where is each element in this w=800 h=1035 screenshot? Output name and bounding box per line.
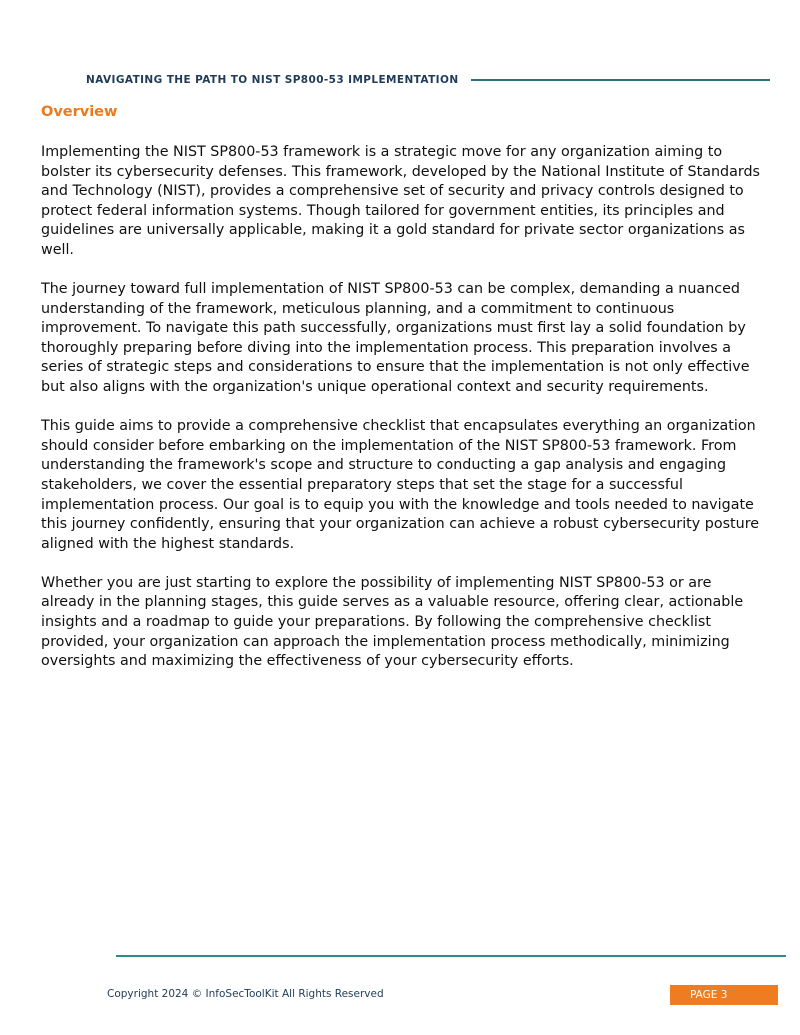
paragraph: The journey toward full implementation of NIST SP800-53 can be complex, demanding a nuanced understanding of the framework, meticulous planning, and a commitment to continuous improvement. To navigate this path successfully, organizations must first lay a solid foundation by thoroughly preparing before diving into the implementation process. This preparation involves a series of strategic steps and considerations to ensure that the implementation is not only effective but also aligns with the organization's unique operational context and security requirements. — [41, 281, 750, 396]
paragraph: This guide aims to provide a comprehensive checklist that encapsulates everything an organization should consider before embarking on the implementation of the NIST SP800-53 framework. From understanding the framework's scope and structure to conducting a gap analysis and engaging stakeholders, we cover the essential preparatory steps that set the stage for a successful implementation process. Our goal is to equip you with the knowledge and tools needed to navigate this journey confidently, ensuring that your organization can achieve a robust cybersecurity posture aligned with the highest standards. — [41, 418, 760, 552]
page-number-badge: PAGE 3 — [670, 985, 778, 1005]
header-rule — [471, 79, 770, 81]
body-content — [41, 143, 760, 691]
paragraph: Whether you are just starting to explore the possibility of implementing NIST SP800-53 or are already in the planning stages, this guide serves as a valuable resource, offering clear, actionable insights and a roadmap to guide your preparations. By following the comprehensive checklist provided, your organization can approach the implementation process methodically, minimizing oversights and maximizing the effectiveness of your cybersecurity efforts. — [41, 574, 744, 670]
footer-rule — [116, 955, 786, 957]
page-header — [86, 72, 770, 88]
header-title: NAVIGATING THE PATH TO NIST SP800-53 IMPLEMENTATION — [86, 74, 459, 86]
paragraph: Implementing the NIST SP800-53 framework is a strategic move for any organization aiming to bolster its cybersecurity defenses. This framework, developed by the National Institute of Standards and Technology (NIST), provides a comprehensive set of security and privacy controls designed to protect federal information systems. Though tailored for government entities, its principles and guidelines are universally applicable, making it a gold standard for private sector organizations as well. — [41, 144, 760, 258]
section-title: Overview — [41, 104, 118, 120]
footer-copyright: Copyright 2024 © InfoSecToolKit All Rights Reserved — [107, 988, 384, 1000]
